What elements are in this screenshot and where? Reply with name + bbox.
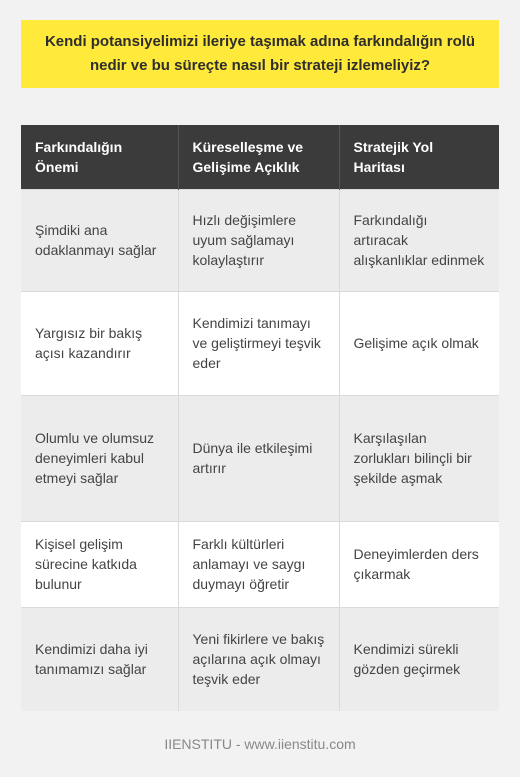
table-cell: Kişisel gelişim sürecine katkıda bulunur: [21, 521, 178, 607]
table-cell: Hızlı değişimlere uyum sağlamayı kolaylaştırır: [178, 189, 339, 291]
page-title: Kendi potansiyelimizi ileriye taşımak adına farkındalığın rolü nedir ve bu süreçte nasıl bir strateji izlemeliyiz?: [44, 33, 476, 74]
column-header: Küreselleşme ve Gelişime Açıklık: [178, 125, 339, 189]
table-row: [21, 291, 499, 395]
table-cell: Yargısız bir bakış açısı kazandırır: [21, 291, 178, 395]
table-cell: Kendimizi sürekli gözden geçirmek: [339, 607, 499, 711]
table-row: [21, 395, 499, 521]
table-cell: Farkındalığı artıracak alışkanlıklar edinmek: [339, 189, 499, 291]
table-cell: Gelişime açık olmak: [339, 291, 499, 395]
table-header-row: [21, 125, 499, 189]
column-header: Stratejik Yol Haritası: [339, 125, 499, 189]
table-cell: Şimdiki ana odaklanmayı sağlar: [21, 189, 178, 291]
table-row: [21, 521, 499, 607]
table-row: [21, 189, 499, 291]
table-cell: Farklı kültürleri anlamayı ve saygı duymayı öğretir: [178, 521, 339, 607]
table-cell: Yeni fikirlere ve bakış açılarına açık olmayı teşvik eder: [178, 607, 339, 711]
footer-credit: IIENSTITU - www.iienstitu.com: [164, 736, 356, 752]
table-cell: Olumlu ve olumsuz deneyimleri kabul etmeyi sağlar: [21, 395, 178, 521]
column-header: Farkındalığın Önemi: [21, 125, 178, 189]
table-cell: Dünya ile etkileşimi artırır: [178, 395, 339, 521]
table-cell: Deneyimlerden ders çıkarmak: [339, 521, 499, 607]
table-cell: Kendimizi daha iyi tanımamızı sağlar: [21, 607, 178, 711]
title-banner: [21, 20, 499, 88]
table-cell: Kendimizi tanımayı ve geliştirmeyi teşvik eder: [178, 291, 339, 395]
comparison-table: [21, 125, 499, 711]
table-row: [21, 607, 499, 711]
table-cell: Karşılaşılan zorlukları bilinçli bir şekilde aşmak: [339, 395, 499, 521]
